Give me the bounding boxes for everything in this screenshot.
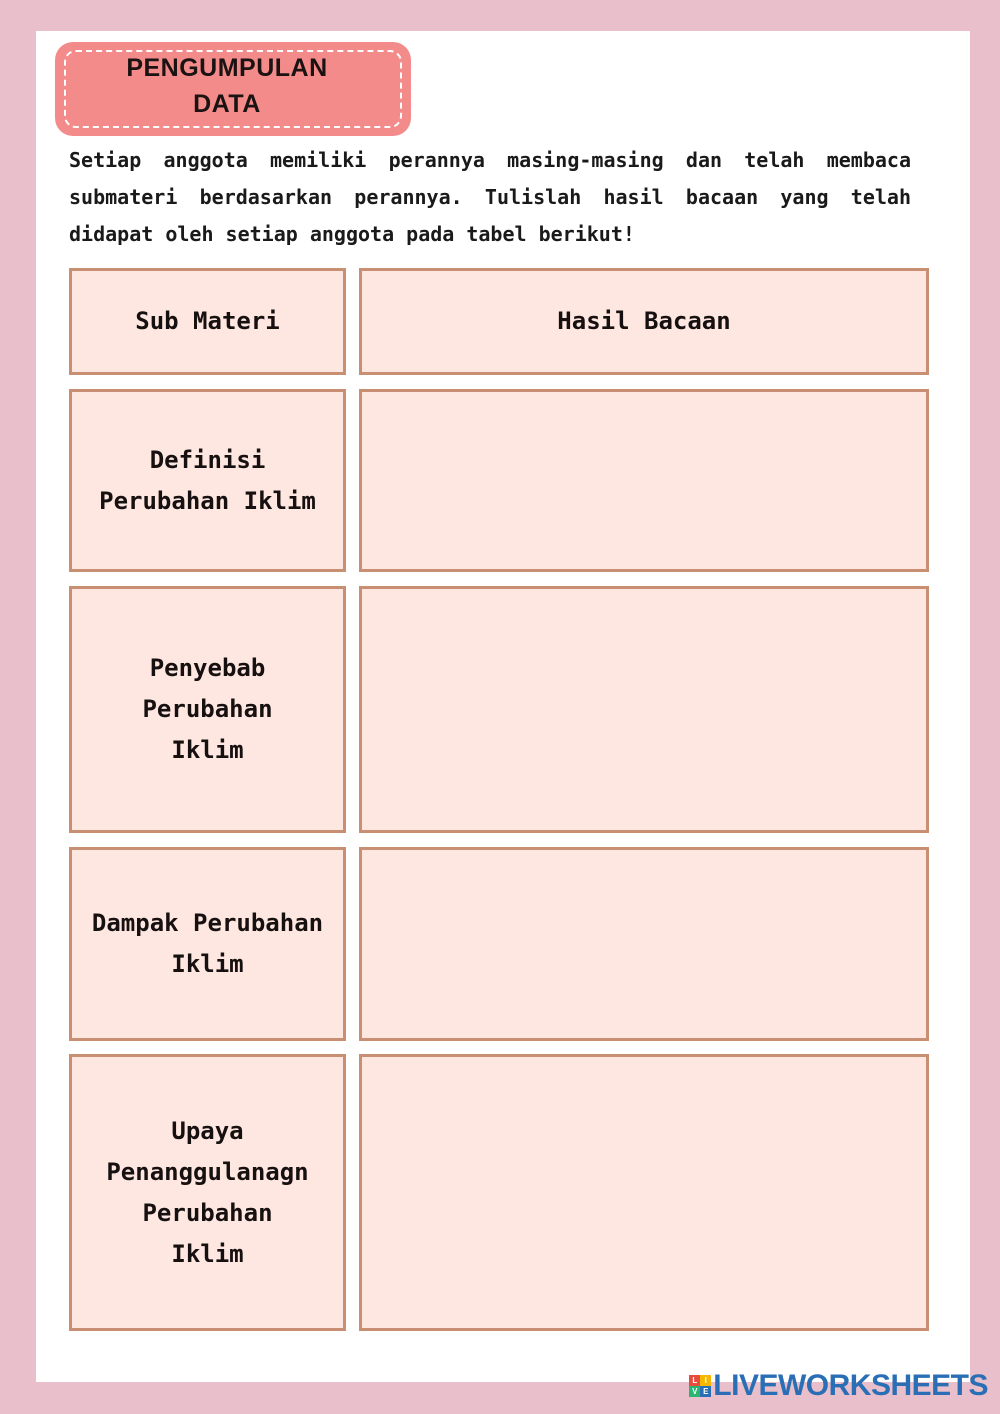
answer-cell-upaya[interactable] xyxy=(359,1054,929,1331)
row-label-cell xyxy=(69,389,346,572)
page-title xyxy=(60,50,394,122)
header-sub-materi xyxy=(69,268,346,375)
logo-icon-letter: V xyxy=(689,1386,700,1397)
row-label: Dampak Perubahan Iklim xyxy=(91,909,324,978)
liveworksheets-logo-text: LIVEWORKSHEETS xyxy=(713,1369,988,1402)
header-hasil-bacaan xyxy=(359,268,929,375)
liveworksheets-logo-icon xyxy=(689,1375,711,1397)
row-label: Definisi Perubahan Iklim xyxy=(99,445,316,515)
header-hasil-bacaan-label: Hasil Bacaan xyxy=(557,307,731,335)
row-label: Upaya Penanggulanagn Perubahan Iklim xyxy=(106,1116,309,1268)
row-label-cell xyxy=(69,847,346,1041)
answer-cell-penyebab[interactable] xyxy=(359,586,929,833)
logo-icon-letter: E xyxy=(700,1386,711,1397)
row-label: Penyebab Perubahan Iklim xyxy=(142,654,273,764)
answer-cell-dampak[interactable] xyxy=(359,847,929,1041)
row-label-cell xyxy=(69,586,346,833)
row-label-cell xyxy=(69,1054,346,1331)
logo-icon-letter: L xyxy=(689,1375,700,1386)
header-sub-materi-label: Sub Materi xyxy=(135,307,280,335)
logo-icon-letter: I xyxy=(700,1375,711,1386)
liveworksheets-logo[interactable] xyxy=(689,1368,988,1404)
page-title-line2: DATA xyxy=(193,90,261,118)
instructions-text: Setiap anggota memiliki perannya masing-masing dan telah membaca submateri berdasarkan perannya. Tulislah hasil bacaan yang telah didapat oleh setiap anggota pada tabel berikut! xyxy=(69,148,911,246)
page-title-line1: PENGUMPULAN xyxy=(126,54,328,82)
answer-cell-definisi[interactable] xyxy=(359,389,929,572)
